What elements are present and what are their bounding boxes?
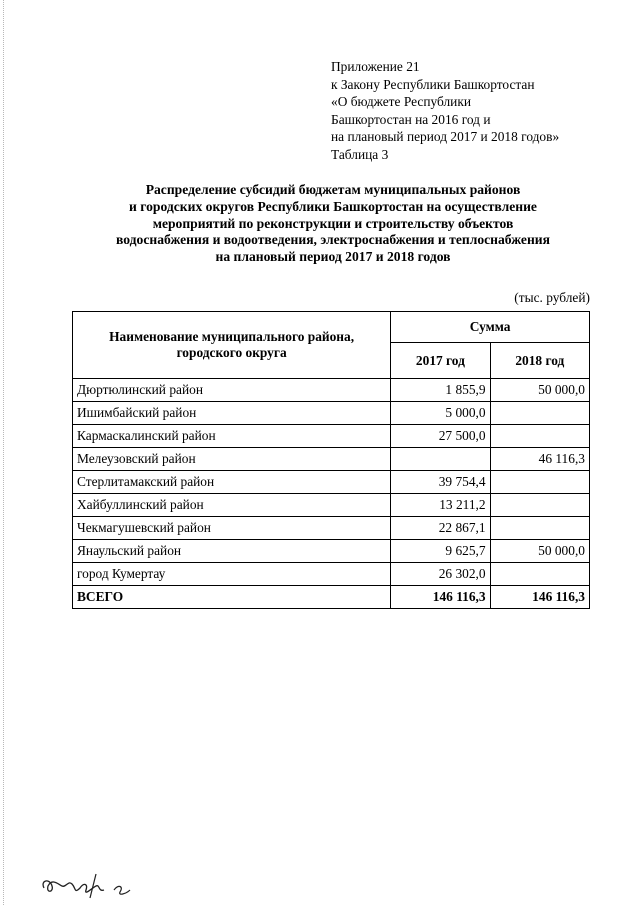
table-row — [73, 540, 590, 563]
total-row — [73, 586, 590, 609]
annex-line: Башкортостан на 2016 год и — [331, 111, 491, 127]
district-name: Кармаскалинский район — [73, 425, 391, 448]
district-name: город Кумертау — [73, 563, 391, 586]
annex-header — [331, 58, 631, 164]
title-line: на плановый период 2017 и 2018 годов — [215, 249, 451, 265]
table-row — [73, 471, 590, 494]
title-line: мероприятий по реконструкции и строительству объектов — [152, 215, 514, 231]
amount-2017: 9 625,7 — [391, 540, 490, 563]
amount-2017: 5 000,0 — [391, 402, 490, 425]
total-2018: 146 116,3 — [490, 586, 589, 609]
district-name: Ишимбайский район — [73, 402, 391, 425]
annex-line: к Закону Республики Башкортостан — [331, 76, 535, 92]
amount-2018 — [490, 563, 589, 586]
amount-2017: 13 211,2 — [391, 494, 490, 517]
header-2018: 2018 год — [490, 343, 589, 379]
signature-icon — [36, 868, 146, 900]
district-name: Мелеузовский район — [73, 448, 391, 471]
annex-line: Приложение 21 — [331, 59, 420, 74]
district-name: Стерлитамакский район — [73, 471, 391, 494]
amount-2018: 46 116,3 — [490, 448, 589, 471]
table-row — [73, 563, 590, 586]
amount-2017 — [391, 448, 490, 471]
table-row — [73, 448, 590, 471]
amount-2018 — [490, 471, 589, 494]
table-row — [73, 379, 590, 402]
district-name: Янаульский район — [73, 540, 391, 563]
district-name: Дюртюлинский район — [73, 379, 391, 402]
title-line: и городских округов Республики Башкортостан на осуществление — [129, 198, 537, 214]
amount-2017: 39 754,4 — [391, 471, 490, 494]
total-label: ВСЕГО — [73, 586, 391, 609]
document-title — [60, 182, 606, 266]
amount-2017: 26 302,0 — [391, 563, 490, 586]
header-2017: 2017 год — [391, 343, 490, 379]
subsidy-table — [72, 311, 590, 609]
title-line: Распределение субсидий бюджетам муниципальных районов — [145, 182, 521, 197]
amount-2017: 27 500,0 — [391, 425, 490, 448]
annex-line: на плановый период 2017 и 2018 годов» — [331, 129, 560, 145]
amount-2018 — [490, 494, 589, 517]
total-2017: 146 116,3 — [391, 586, 490, 609]
title-line: водоснабжения и водоотведения, электроснабжения и теплоснабжения — [116, 232, 550, 248]
page-edge-line — [3, 0, 5, 905]
amount-2018 — [490, 425, 589, 448]
table-row — [73, 517, 590, 540]
district-name: Хайбуллинский район — [73, 494, 391, 517]
table-row — [73, 425, 590, 448]
annex-line: «О бюджете Республики — [331, 94, 471, 110]
district-name: Чекмагушевский район — [73, 517, 391, 540]
units-label: (тыс. рублей) — [514, 290, 590, 305]
amount-2018 — [490, 402, 589, 425]
header-name: Наименование муниципального района, городского округа — [73, 312, 391, 379]
amount-2018: 50 000,0 — [490, 379, 589, 402]
amount-2017: 1 855,9 — [391, 379, 490, 402]
header-sum: Сумма — [391, 312, 590, 343]
table-row — [73, 494, 590, 517]
table-number: Таблица 3 — [331, 146, 389, 162]
amount-2018 — [490, 517, 589, 540]
table-row — [73, 402, 590, 425]
amount-2017: 22 867,1 — [391, 517, 490, 540]
amount-2018: 50 000,0 — [490, 540, 589, 563]
